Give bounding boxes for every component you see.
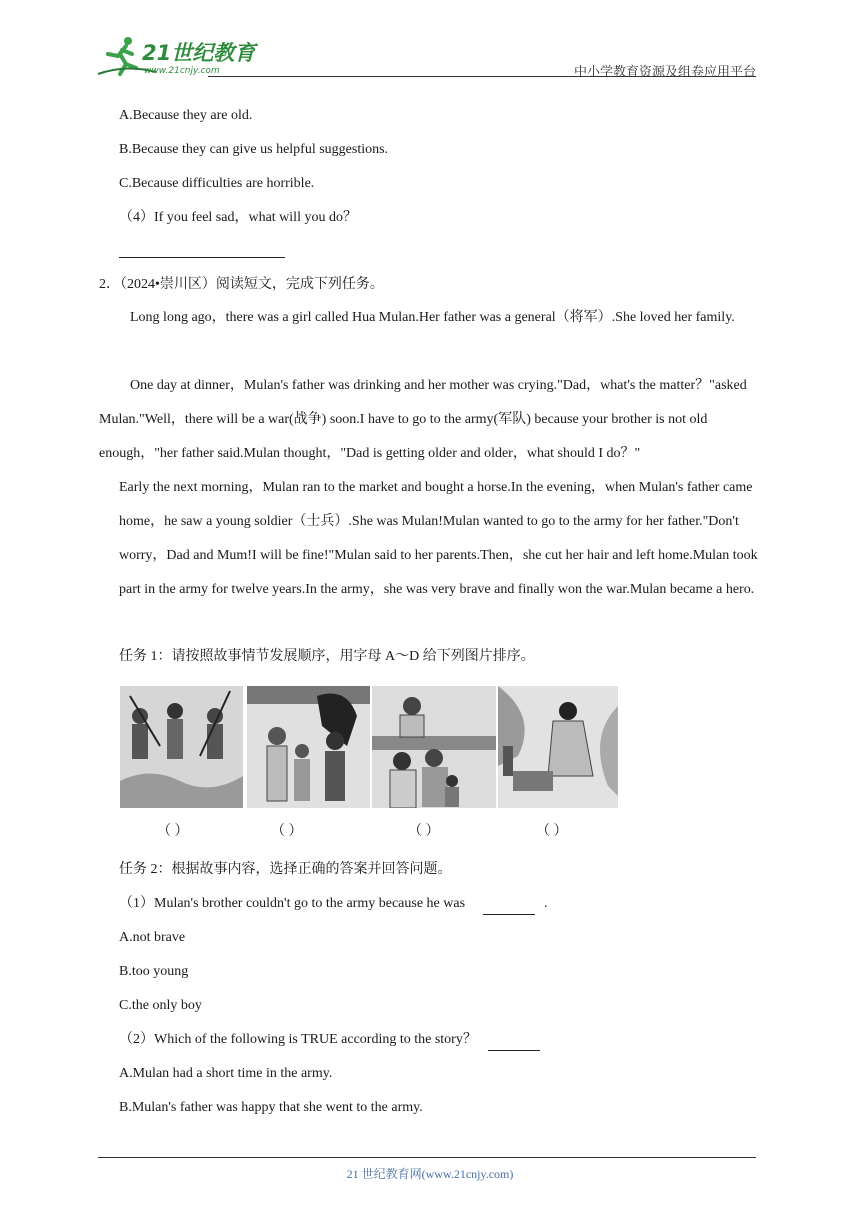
picture-answer-4[interactable]: （ ） [536,824,568,839]
picture-answer-1[interactable]: （ ） [157,824,189,839]
footer-rule [98,1157,756,1158]
task-2: 任务 2：根据故事内容，选择正确的答案并回答问题。 [119,862,452,877]
picture-dinner [372,686,496,808]
paragraph-1: Long long ago，there was a girl called Hua Mulan.Her father was a general（将军）.She loved her family. [130,310,735,325]
task2-q1-option-a: A.not brave [119,930,186,945]
picture-market [498,686,618,808]
task2-question-1 [119,894,548,915]
task2-q1-option-b: B.too young [119,964,189,979]
option-a: A.Because they are old. [119,108,253,123]
question-heading: 2．（2024•崇川区）阅读短文，完成下列任务。 [99,277,384,292]
task2-question-2-text: （2）Which of the following is TRUE according to the story？ [119,1032,477,1047]
answer-blank[interactable] [119,257,285,258]
footer-text: 21 世纪教育网(www.21cnjy.com) [346,1167,514,1181]
option-c: C.Because difficulties are horrible. [119,176,315,191]
picture-answer-3[interactable]: （ ） [408,824,440,839]
platform-name: 中小学教育资源及组卷应用平台 [573,64,756,79]
task2-question-1-text: （1）Mulan's brother couldn't go to the army because he was [119,896,466,911]
page-header [96,34,756,78]
task2-question-1-end: . [544,896,548,911]
picture-battle [120,686,243,808]
task2-q2-option-b: B.Mulan's father was happy that she went to the army. [119,1100,423,1115]
header-rule [208,76,756,77]
story-pictures [120,686,618,808]
answer-blank-2[interactable] [488,1030,540,1051]
picture-soldier-home [247,686,370,808]
task-1: 任务 1：请按照故事情节发展顺序，用字母 A～D 给下列图片排序。 [119,649,535,664]
logo-url: www.21cnjy.com [144,66,220,76]
option-b: B.Because they can give us helpful suggestions. [119,142,389,157]
paragraph-3: Early the next morning，Mulan ran to the market and bought a horse.In the evening，when Mulan's father came home，he saw a young soldier（士兵）.She was Mulan!Mulan wanted to go to the army for her father."Don't worry，Dad and Mum!I will be fine!"Mulan said to her parents.Then，she cut her hair and left home.Mulan took part in the army for twelve years.In the army，she was very brave and finally won the war.Mulan became a hero. [119,480,758,597]
picture-answer-2[interactable]: （ ） [271,824,303,839]
question-4: （4）If you feel sad，what will you do？ [119,210,357,225]
paragraph-2: One day at dinner，Mulan's father was drinking and her mother was crying."Dad，what's the matter？"asked Mulan."Well，there will be a war(战争) soon.I have to go to the army(军队) because your brother is not old enough，"her father said.Mulan thought，"Dad is getting older and older，what should I do？" [99,378,747,461]
task2-q1-option-c: C.the only boy [119,998,202,1013]
task2-q2-option-a: A.Mulan had a short time in the army. [119,1066,333,1081]
logo [96,34,266,78]
task2-question-2 [119,1030,540,1051]
answer-blank-1[interactable] [483,894,535,915]
logo-title: 21世纪教育 [142,41,256,65]
